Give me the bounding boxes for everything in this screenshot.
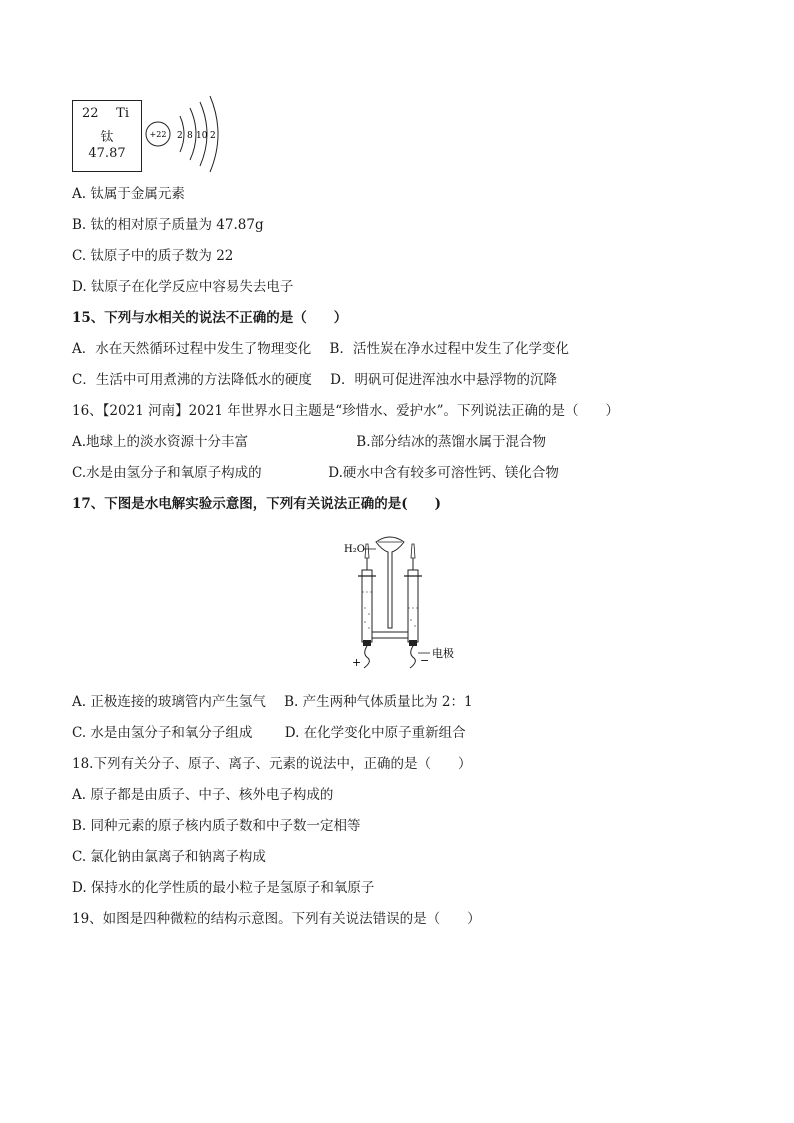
q15-row-2 xyxy=(72,371,752,389)
q18-option-a: A. 原子都是由质子、中子、核外电子构成的 xyxy=(72,787,334,803)
q15-row-1 xyxy=(72,340,752,358)
water-label: H₂O xyxy=(344,544,365,555)
q17-option-d: D. 在化学变化中原子重新组合 xyxy=(284,725,466,741)
shell-count-3: 10 xyxy=(196,131,208,141)
q14-option-d: D. 钛原子在化学反应中容易失去电子 xyxy=(72,279,294,295)
connector-tube xyxy=(372,632,408,638)
q16-row-2 xyxy=(72,464,752,482)
q19-stem: 19、如图是四种微粒的结构示意图。下列有关说法错误的是（ ） xyxy=(72,911,481,927)
q16-option-b: B.部分结冰的蒸馏水属于混合物 xyxy=(356,434,547,450)
q16-row-1 xyxy=(72,433,752,451)
q17-option-a: A. 正极连接的玻璃管内产生氢气 xyxy=(72,694,266,710)
q15-stem: 15、下列与水相关的说法不正确的是（ ） xyxy=(72,310,348,326)
q14-option-c: C. 钛原子中的质子数为 22 xyxy=(72,248,234,264)
q15-option-a: A．水在天然循环过程中发生了物理变化 xyxy=(72,341,312,357)
q14-option-b: B. 钛的相对原子质量为 47.87g xyxy=(72,217,264,233)
electrode-label: 电极 xyxy=(432,647,454,660)
q18-option-b: B. 同种元素的原子核内质子数和中子数一定相等 xyxy=(72,818,361,834)
shell-count-2: 8 xyxy=(187,131,193,141)
left-electrode xyxy=(363,640,371,646)
atomic-mass: 47.87 xyxy=(88,146,126,161)
q17-option-c: C. 水是由氢分子和氧分子组成 xyxy=(72,725,253,741)
right-tube xyxy=(408,570,418,642)
minus-sign: − xyxy=(420,654,430,667)
q18-option-d: D. 保持水的化学性质的最小粒子是氢原子和氧原子 xyxy=(72,880,375,896)
atom-structure-diagram xyxy=(142,94,232,174)
q15-option-d: D．明矾可促进浑浊水中悬浮物的沉降 xyxy=(330,372,557,388)
q16-option-c: C.水是由氢分子和氧原子构成的 xyxy=(72,465,262,481)
q17-option-b: B. 产生两种气体质量比为 2：1 xyxy=(284,694,473,710)
shell-count-4: 2 xyxy=(210,131,216,141)
q15-option-c: C．生活中可用煮沸的方法降低水的硬度 xyxy=(72,372,312,388)
q14-option-a: A. 钛属于金属元素 xyxy=(72,186,185,202)
q16-stem: 16、【2021 河南】2021 年世界水日主题是“珍惜水、爱护水”。下列说法正确的是（ ） xyxy=(72,403,620,419)
q17-stem: 17、下图是水电解实验示意图，下列有关说法正确的是( ) xyxy=(72,496,442,512)
shell-count-1: 2 xyxy=(177,131,183,141)
plus-sign: + xyxy=(352,656,362,669)
right-electrode xyxy=(409,640,417,646)
element-card xyxy=(72,100,142,172)
q16-option-a: A.地球上的淡水资源十分丰富 xyxy=(72,434,249,450)
left-tube xyxy=(362,570,372,642)
q17-row-1 xyxy=(72,693,752,711)
funnel xyxy=(376,537,404,628)
q18-stem: 18.下列有关分子、原子、离子、元素的说法中，正确的是（ ） xyxy=(72,756,472,772)
element-symbol: Ti xyxy=(116,106,129,121)
electrolysis-diagram xyxy=(338,528,468,678)
q18-option-c: C. 氯化钠由氯离子和钠离子构成 xyxy=(72,849,266,865)
q17-row-2 xyxy=(72,724,752,742)
q15-option-b: B．活性炭在净水过程中发生了化学变化 xyxy=(329,341,569,357)
nucleus-charge: +22 xyxy=(149,130,167,139)
q16-option-d: D.硬水中含有较多可溶性钙、镁化合物 xyxy=(328,465,559,481)
atomic-number: 22 xyxy=(82,106,99,121)
element-name: 钛 xyxy=(100,130,114,145)
